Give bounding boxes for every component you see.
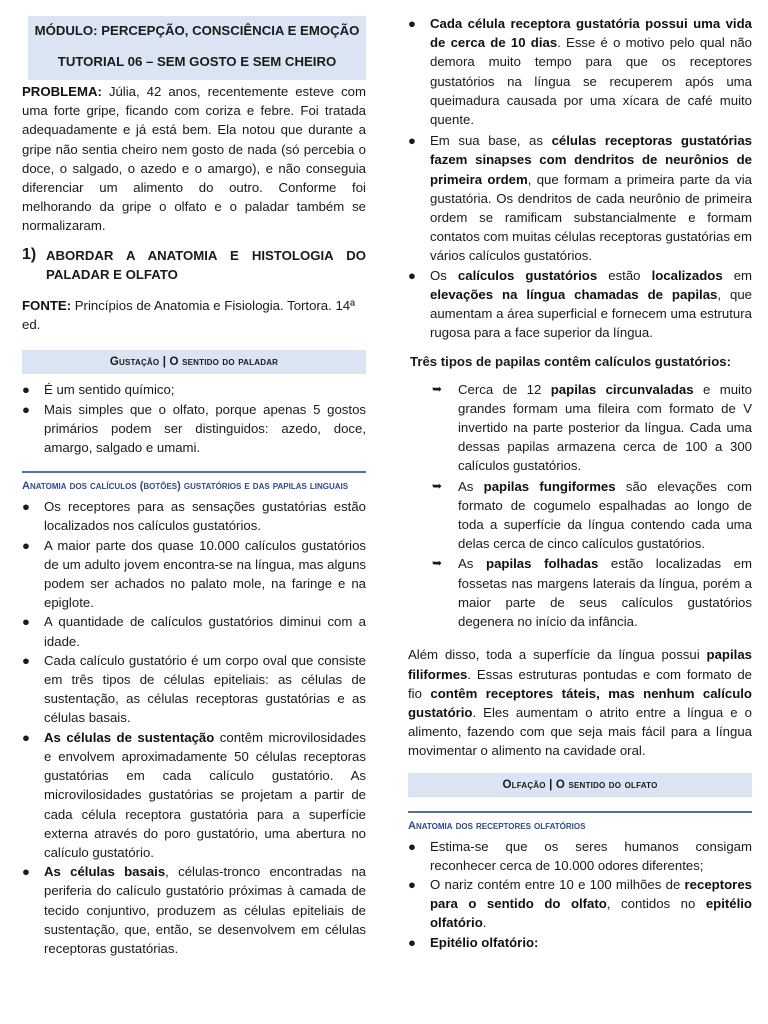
list-item — [408, 14, 752, 129]
list-item — [408, 554, 752, 631]
list-item-text: Em sua base, as — [430, 133, 552, 149]
list-item-text: Os receptores para as sensações gustatórias estão localizados nos calículos gustatórios. — [44, 499, 366, 534]
receptor-list — [408, 14, 752, 342]
objective-heading — [22, 246, 366, 284]
bold-term: células receptoras gustatórias fazem sinapses com dendritos de neurônios de primeira ordem — [430, 133, 752, 187]
paragraph-text: . Eles aumentam o atrito entre a língua e o alimento, fazendo com que seja mais fácil para a língua movimentar o alimento na cavidade oral. — [408, 704, 752, 759]
bullet-icon: ● — [22, 537, 30, 553]
bullet-icon: ● — [408, 267, 416, 283]
subsection-calculos: Anatomia dos calículos (botões) gustatórios e das papilas linguais — [22, 471, 366, 495]
bold-term: Epitélio olfatório: — [430, 934, 539, 950]
list-item-text: Estima-se que os seres humanos consigam reconhecer cerca de 10.000 odores diferentes; — [430, 838, 752, 873]
tutorial-title: TUTORIAL 06 – SEM GOSTO E SEM CHEIRO — [57, 54, 337, 69]
list-item — [408, 837, 752, 875]
bold-term: papilas circunvaladas — [550, 381, 694, 397]
list-item-text: As — [458, 478, 484, 494]
module-title: MÓDULO: PERCEPÇÃO, CONSCIÊNCIA E EMOÇÃO — [34, 23, 360, 38]
bullet-icon: ● — [408, 876, 416, 892]
list-item-text: O nariz contém entre 10 e 100 milhões de — [430, 876, 685, 892]
list-item — [408, 933, 752, 952]
list-item — [408, 380, 752, 476]
bold-term: elevações na língua chamadas de papilas — [430, 286, 718, 302]
bold-term: contêm receptores táteis, mas nenhum calículo gustatório — [408, 685, 752, 720]
list-item-text: . Esse é o motivo pelo qual não demora muito tempo para que os receptores gustatórios na língua se recuperem após uma queimadura causada por uma xícara de café muito quente. — [430, 35, 752, 128]
module-title-box — [28, 16, 366, 80]
bold-term: papilas filiformes — [408, 647, 752, 682]
objective-text: ABORDAR A ANATOMIA E HISTOLOGIA DO PALADAR E OLFATO — [46, 247, 366, 282]
list-item-text: , contidos no — [606, 896, 706, 912]
list-item-text: A maior parte dos quase 10.000 calículos gustatórios de um adulto jovem encontra-se na língua, mas alguns podem ser achados no palato mole, na faringe e na epiglote. — [44, 537, 366, 611]
list-item — [408, 875, 752, 933]
left-column — [22, 16, 366, 958]
paragraph-text: . Essas estruturas pontudas e com formato de fio — [408, 666, 752, 701]
list-item-text: são elevações com formato de cogumelo espalhadas ao longo de toda a superfície da língua contendo cada uma delas cerca de cinco calículos gustatórios. — [458, 478, 752, 552]
list-item — [22, 380, 366, 399]
problem-text: Júlia, 42 anos, recentemente esteve com uma forte gripe, ficando com coriza e febre. Foi tratada adequadamente e já está bem. Ela notou que durante a gripe não sentia cheiro nem gosto de nada (só percebia o doce, o salgado, o azedo e o amargo), e não conseguia diferenciar um alimento do outro. Conforme foi melhorando da gripe o olfato e o paladar também se normalizaram. — [22, 84, 366, 234]
bold-term: As células basais — [44, 864, 166, 880]
list-item — [22, 612, 366, 650]
list-item-text: Mais simples que o olfato, porque apenas 5 gostos primários podem ser distinguidos: azedo, doce, amargo, salgado e umami. — [44, 401, 366, 456]
bold-term: papilas folhadas — [486, 556, 599, 572]
bold-term: localizados — [651, 267, 723, 283]
list-item-text: Os — [430, 267, 458, 283]
bold-term: As células de sustentação — [44, 729, 215, 745]
list-item — [22, 536, 366, 613]
list-item — [408, 266, 752, 343]
list-item — [408, 131, 752, 265]
bullet-icon: ● — [408, 838, 416, 854]
section-olfacao: Olfação | O sentido do olfato — [408, 773, 752, 797]
bullet-icon: ● — [22, 652, 30, 668]
arrow-icon: ➥ — [432, 478, 443, 493]
bullet-icon: ● — [408, 934, 416, 950]
olfato-list — [408, 837, 752, 952]
bullet-icon: ● — [22, 614, 30, 630]
list-item — [22, 497, 366, 535]
bullet-icon: ● — [408, 16, 416, 31]
list-item-text: A quantidade de calículos gustatórios diminui com a idade. — [44, 614, 366, 649]
list-item — [22, 400, 366, 458]
papilas-list — [408, 380, 752, 632]
bold-term: papilas fungiformes — [483, 478, 616, 494]
source-text: Princípios de Anatomia e Fisiologia. Tortora. 14ª ed. — [22, 298, 356, 333]
bullet-icon: ● — [408, 133, 416, 149]
bullet-icon: ● — [22, 499, 30, 515]
list-item-text: e muito grandes formam uma fileira com formato de V invertido na parte posterior da língua. Cada uma dessas papilas armazena cerca de 100 a 300 calículos gustatórios. — [458, 381, 752, 474]
list-item-text: As — [458, 556, 487, 572]
list-item-text: . — [482, 915, 487, 931]
list-item — [22, 651, 366, 728]
list-item — [22, 862, 366, 958]
bullet-icon: ● — [22, 864, 30, 880]
arrow-icon: ➥ — [432, 556, 443, 571]
bold-term: epitélio olfatório — [430, 896, 752, 931]
list-item-text: estão — [597, 267, 652, 283]
section-gustacao: Gustação | O sentido do paladar — [22, 350, 366, 374]
list-item — [408, 477, 752, 554]
list-item-text: Cerca de 12 — [458, 381, 551, 397]
bold-term: Cada célula receptora gustatória possui uma vida de cerca de 10 dias — [430, 16, 752, 51]
list-item — [22, 728, 366, 862]
objective-number: 1) — [22, 245, 37, 263]
gustacao-list — [22, 380, 366, 457]
list-item-text: É um sentido químico; — [44, 382, 175, 398]
list-item-text: estão localizadas em fossetas nas margens laterais da língua, porém a maior parte de seus calículos gustatórios degenera no início da infância. — [458, 556, 752, 630]
list-item-text: em — [722, 267, 753, 283]
right-column — [408, 14, 752, 952]
list-item-text: Cada calículo gustatório é um corpo oval que consiste em três tipos de células epiteliais: as células de sustentação, as células receptoras gustatórias e as células basais. — [44, 652, 366, 726]
bullet-icon: ● — [22, 382, 30, 398]
calculos-list — [22, 497, 366, 958]
bold-term: calículos gustatórios — [457, 267, 598, 283]
filiformes-paragraph — [408, 645, 752, 760]
problem-paragraph — [22, 82, 366, 236]
list-item-text: , células-tronco encontradas na periferia do calículo gustatório próximas à camada de tecido conjuntivo, produzem as células epiteliais de sustentação, que, então, se desenvolvem em células receptoras gustatórias. — [44, 864, 366, 956]
list-item-text: , que aumentam a área superficial e fornecem uma estrutura rugosa para a face superior da língua. — [430, 286, 752, 341]
bold-term: receptores para o sentido do olfato — [430, 876, 752, 912]
source-paragraph — [22, 296, 366, 334]
bullet-icon: ● — [22, 729, 30, 745]
source-label: FONTE: — [22, 298, 72, 314]
list-item-text: , que formam a primeira parte da via gustatória. Os dendritos de cada neurônio de primeira ordem se ramificam substancialmente e formam contatos com muitas células receptoras gustatórias em vários calículos gustatórios. — [430, 171, 752, 264]
list-item-text: contêm microvilosidades e envolvem aproximadamente 50 células receptoras gustatórias em cada calículo gustatório. As microvilosidades gustatórias se projetam a partir de cada célula receptora gustatória para a superfície externa através do poro gustatório, uma abertura no calículo gustatório. — [44, 729, 366, 860]
paragraph-text: Além disso, toda a superfície da língua possui — [408, 647, 707, 663]
subsection-olfato: Anatomia dos receptores olfatórios — [408, 811, 752, 835]
bullet-icon: ● — [22, 401, 30, 417]
papilas-heading: Três tipos de papilas contêm calículos gustatórios: — [410, 354, 731, 370]
problem-label: PROBLEMA: — [22, 84, 102, 99]
arrow-icon: ➥ — [432, 381, 443, 396]
